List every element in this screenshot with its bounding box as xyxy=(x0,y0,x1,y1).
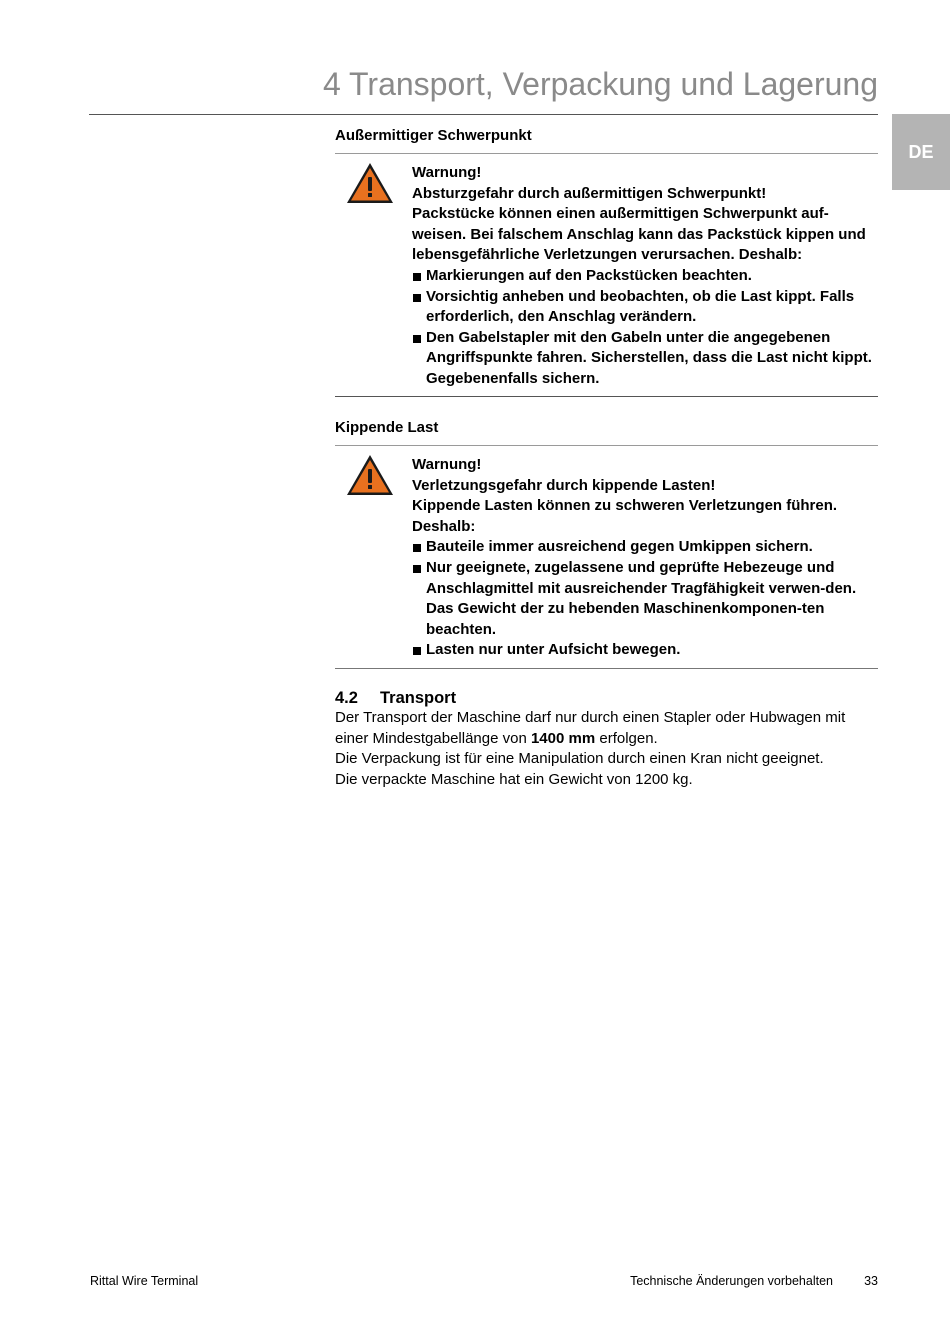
section-heading: Außermittiger Schwerpunkt xyxy=(335,127,532,144)
paragraph: Die Verpackung ist für eine Manipulation durch einen Kran nicht geeignet. xyxy=(335,750,824,768)
section-transport xyxy=(335,688,878,790)
list-item: Markierungen auf den Packstücken beachten. xyxy=(412,266,878,287)
footer-left: Rittal Wire Terminal xyxy=(90,1274,199,1288)
section-offcenter xyxy=(335,127,878,397)
warning-body: Kippende Lasten können zu schweren Verletzungen führen. Deshalb: xyxy=(412,497,838,535)
paragraph xyxy=(335,708,878,749)
warning-title: Verletzungsgefahr durch kippende Lasten! xyxy=(412,476,716,494)
warning-list xyxy=(412,537,878,661)
section-title xyxy=(335,688,878,708)
warning-label: Warnung! xyxy=(412,456,482,473)
warning-title: Absturzgefahr durch außermittigen Schwerpunkt! xyxy=(412,184,767,202)
language-tab: DE xyxy=(892,114,950,190)
section-body xyxy=(335,708,878,790)
chapter-title: 4 Transport, Verpackung und Lagerung xyxy=(322,66,878,102)
list-item: Den Gabelstapler mit den Gabeln unter die angegebenen Angriffspunkte fahren. Sicherstellen, dass die Last nicht kippt. Gegebenenfalls sichern. xyxy=(412,328,878,390)
section-heading: Kippende Last xyxy=(335,419,439,436)
section-tipping xyxy=(335,419,878,669)
warning-triangle-icon xyxy=(346,454,394,496)
page-number: 33 xyxy=(864,1274,878,1288)
footer-center: Technische Änderungen vorbehalten xyxy=(630,1274,833,1288)
text-run: erfolgen. xyxy=(595,729,658,747)
warning-box xyxy=(335,153,878,397)
warning-body: Packstücke können einen außermittigen Schwerpunkt auf-weisen. Bei falschem Anschlag kann das Packstück kippen und lebensgefährliche Verletzungen verursachen. Deshalb: xyxy=(412,205,866,264)
warning-label: Warnung! xyxy=(412,164,482,181)
warning-list xyxy=(412,266,878,390)
list-item: Nur geeignete, zugelassene und geprüfte Hebezeuge und Anschlagmittel mit ausreichender Tragfähigkeit verwen-den. Das Gewicht der zu hebenden Maschinenkomponen-ten beachten. xyxy=(412,558,878,640)
emphasis-length: 1400 mm xyxy=(530,729,596,747)
header-rule xyxy=(89,114,878,115)
section-number: 4.2 xyxy=(335,689,358,707)
list-item: Lasten nur unter Aufsicht bewegen. xyxy=(412,640,878,661)
warning-text xyxy=(412,154,878,390)
text-run: Der Transport der Maschine darf nur durch einen Stapler oder Hubwagen mit einer Mindestgabellänge von xyxy=(335,709,846,747)
warning-triangle-icon xyxy=(346,162,394,204)
section-title-text: Transport xyxy=(380,689,457,707)
list-item: Vorsichtig anheben und beobachten, ob die Last kippt. Falls erforderlich, den Anschlag verändern. xyxy=(412,287,878,328)
warning-text xyxy=(412,446,878,661)
paragraph: Die verpackte Maschine hat ein Gewicht von 1200 kg. xyxy=(335,770,693,788)
warning-box xyxy=(335,445,878,669)
list-item: Bauteile immer ausreichend gegen Umkippen sichern. xyxy=(412,537,878,558)
